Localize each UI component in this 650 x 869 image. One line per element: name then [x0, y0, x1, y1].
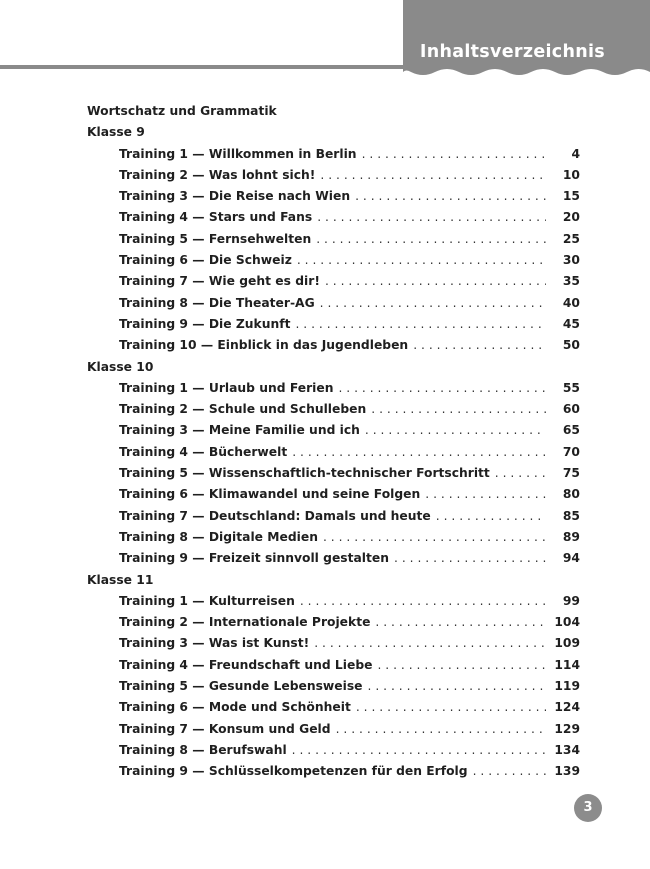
header-tab-shape: [403, 0, 650, 80]
toc-entry[interactable]: [119, 314, 580, 335]
dot-leader: [495, 463, 546, 484]
toc-entry-page: 45: [562, 316, 580, 331]
toc-entry-label: Training 8 — Die Theater-AG: [119, 295, 315, 310]
dot-leader: [362, 144, 546, 165]
toc-entry-page: 124: [554, 700, 580, 715]
toc-entry[interactable]: [119, 719, 580, 740]
dot-leader: [394, 548, 546, 569]
toc-entry-label: Training 3 — Was ist Kunst!: [119, 636, 310, 651]
toc-entry-page: 75: [562, 466, 580, 481]
toc-entry[interactable]: [119, 293, 580, 314]
toc-entry-label: Training 5 — Wissenschaftlich-technischer Fortschritt: [119, 466, 490, 481]
toc-entry[interactable]: [119, 697, 580, 718]
toc-entry-page: 85: [562, 508, 580, 523]
dot-leader: [292, 740, 546, 761]
toc-entry-label: Training 8 — Digitale Medien: [119, 529, 318, 544]
class-title: Klasse 9: [87, 125, 145, 140]
toc-entry-label: Training 6 — Die Schweiz: [119, 253, 292, 268]
toc-entry[interactable]: [119, 612, 580, 633]
toc-entry-label: Training 7 — Deutschland: Damals und heute: [119, 508, 431, 523]
dot-leader: [368, 676, 547, 697]
dot-leader: [295, 314, 546, 335]
table-of-contents: [87, 101, 587, 783]
class-title: Klasse 11: [87, 572, 154, 587]
toc-entry-label: Training 2 — Was lohnt sich!: [119, 167, 316, 182]
dot-leader: [336, 719, 546, 740]
toc-entry[interactable]: [119, 378, 580, 399]
toc-entry-label: Training 9 — Freizeit sinnvoll gestalten: [119, 551, 389, 566]
toc-entry[interactable]: [119, 420, 580, 441]
toc-entry-label: Training 1 — Kulturreisen: [119, 593, 295, 608]
toc-entry-page: 104: [554, 615, 580, 630]
toc-entry[interactable]: [119, 271, 580, 292]
toc-entry-page: 55: [562, 380, 580, 395]
dot-leader: [325, 271, 546, 292]
toc-entry-page: 25: [562, 231, 580, 246]
toc-entry-label: Training 1 — Urlaub und Ferien: [119, 380, 334, 395]
toc-entry[interactable]: [119, 633, 580, 654]
toc-heading: Inhaltsverzeichnis: [419, 42, 605, 62]
toc-entry-label: Training 2 — Schule und Schulleben: [119, 402, 367, 417]
toc-entry[interactable]: [119, 165, 580, 186]
dot-leader: [365, 420, 546, 441]
toc-entry-page: 4: [571, 146, 580, 161]
dot-leader: [317, 207, 546, 228]
toc-entry-page: 50: [562, 338, 580, 353]
toc-entry-label: Training 5 — Gesunde Lebensweise: [119, 679, 363, 694]
header-tab: [403, 0, 650, 80]
toc-entry[interactable]: [119, 740, 580, 761]
toc-entry[interactable]: [119, 506, 580, 527]
toc-entry[interactable]: [119, 207, 580, 228]
toc-entry-page: 70: [562, 444, 580, 459]
toc-entry-label: Training 3 — Meine Familie und ich: [119, 423, 360, 438]
toc-entry[interactable]: [119, 591, 580, 612]
toc-entry-page: 89: [562, 529, 580, 544]
toc-entry-page: 40: [562, 295, 580, 310]
toc-entry-label: Training 7 — Konsum und Geld: [119, 721, 331, 736]
toc-entry-page: 20: [562, 210, 580, 225]
dot-leader: [297, 250, 546, 271]
toc-entry-label: Training 5 — Fernsehwelten: [119, 231, 312, 246]
dot-leader: [320, 293, 546, 314]
header-rule: [0, 65, 405, 69]
dot-leader: [371, 399, 546, 420]
class-list: [87, 122, 587, 782]
toc-entry-page: 129: [554, 721, 580, 736]
dot-leader: [300, 591, 546, 612]
toc-entry-page: 60: [562, 402, 580, 417]
toc-entry-label: Training 8 — Berufswahl: [119, 742, 287, 757]
toc-entry[interactable]: [119, 761, 580, 782]
dot-leader: [314, 633, 546, 654]
toc-entry-page: 35: [562, 274, 580, 289]
toc-entry-page: 109: [554, 636, 580, 651]
toc-entry-label: Training 1 — Willkommen in Berlin: [119, 146, 357, 161]
section-title: Wortschatz und Grammatik: [87, 104, 277, 118]
toc-entry[interactable]: [119, 229, 580, 250]
toc-entry-label: Training 10 — Einblick in das Jugendleben: [119, 338, 409, 353]
toc-entry-page: 139: [554, 764, 580, 779]
toc-entry[interactable]: [119, 676, 580, 697]
toc-entry-label: Training 7 — Wie geht es dir!: [119, 274, 320, 289]
dot-leader: [316, 229, 546, 250]
toc-entry-label: Training 9 — Schlüsselkompetenzen für den Erfolg: [119, 764, 468, 779]
toc-entry[interactable]: [119, 335, 580, 356]
toc-entry-page: 119: [554, 679, 580, 694]
dot-leader: [377, 655, 546, 676]
toc-entry[interactable]: [119, 186, 580, 207]
dot-leader: [413, 335, 546, 356]
toc-entry[interactable]: [119, 250, 580, 271]
toc-entry[interactable]: [119, 655, 580, 676]
dot-leader: [356, 697, 546, 718]
toc-entry[interactable]: [119, 399, 580, 420]
toc-entry-label: Training 6 — Mode und Schönheit: [119, 700, 351, 715]
toc-entry-page: 10: [562, 167, 580, 182]
dot-leader: [320, 165, 546, 186]
page-number-badge: 3: [574, 794, 602, 822]
dot-leader: [436, 506, 546, 527]
toc-entry-page: 114: [554, 657, 580, 672]
toc-entry-label: Training 6 — Klimawandel und seine Folgen: [119, 487, 421, 502]
toc-entry-label: Training 3 — Die Reise nach Wien: [119, 189, 351, 204]
toc-entry[interactable]: [119, 442, 580, 463]
toc-entry[interactable]: [119, 527, 580, 548]
toc-entry-page: 30: [562, 253, 580, 268]
dot-leader: [292, 442, 546, 463]
toc-entry-label: Training 4 — Bücherwelt: [119, 444, 288, 459]
toc-entry-page: 15: [562, 189, 580, 204]
dot-leader: [355, 186, 546, 207]
toc-entry-page: 65: [562, 423, 580, 438]
toc-entry-page: 99: [562, 593, 580, 608]
toc-entry-label: Training 9 — Die Zukunft: [119, 316, 291, 331]
toc-entry-page: 80: [562, 487, 580, 502]
dot-leader: [473, 761, 546, 782]
toc-entry[interactable]: [119, 548, 580, 569]
dot-leader: [338, 378, 546, 399]
toc-entry-page: 94: [562, 551, 580, 566]
dot-leader: [425, 484, 546, 505]
toc-entry[interactable]: [119, 484, 580, 505]
toc-entry[interactable]: [119, 463, 580, 484]
toc-entry-page: 134: [554, 742, 580, 757]
toc-entry-label: Training 4 — Freundschaft und Liebe: [119, 657, 373, 672]
toc-entry-label: Training 4 — Stars und Fans: [119, 210, 313, 225]
toc-entry[interactable]: [119, 144, 580, 165]
class-title: Klasse 10: [87, 359, 154, 374]
dot-leader: [323, 527, 546, 548]
dot-leader: [375, 612, 546, 633]
toc-entry-label: Training 2 — Internationale Projekte: [119, 615, 371, 630]
